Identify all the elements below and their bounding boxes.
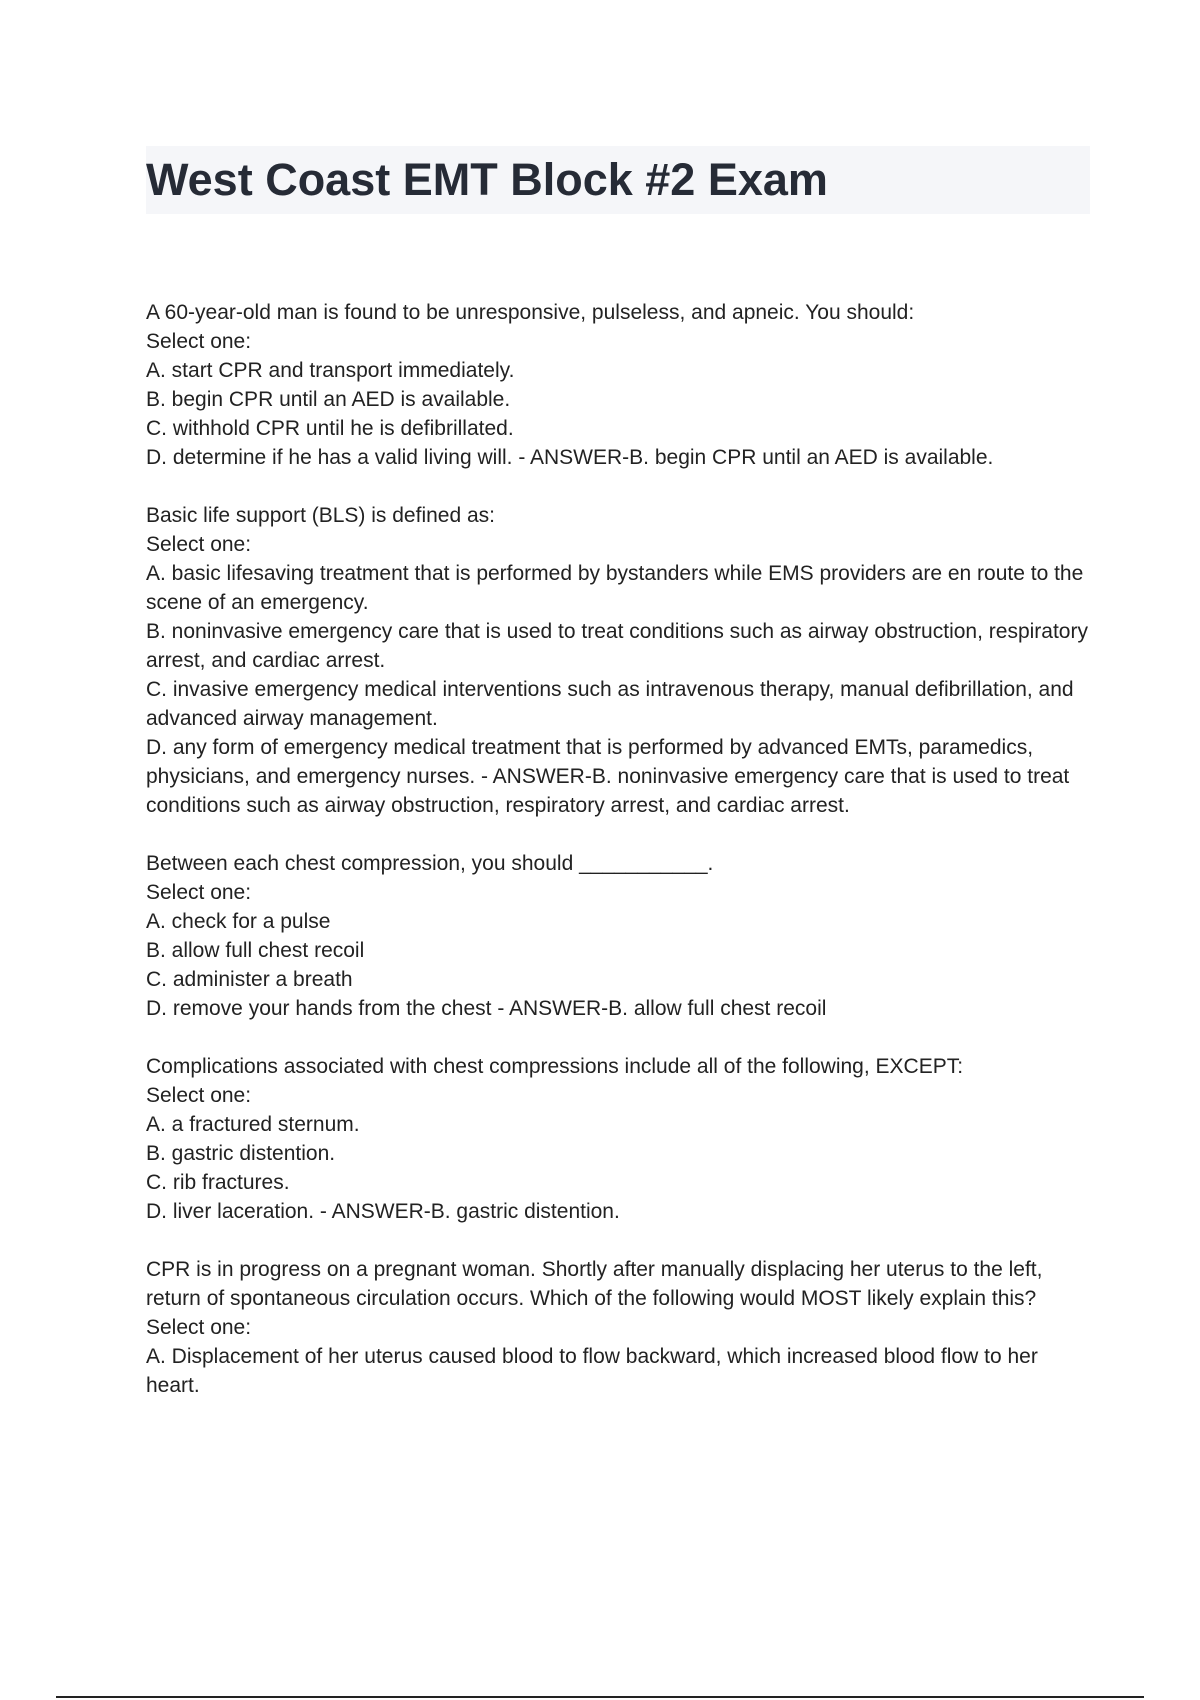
question-stem: Between each chest compression, you should ___________. [146,852,714,875]
option-d-with-answer: D. determine if he has a valid living will. - ANSWER-B. begin CPR until an AED is available. [146,446,994,469]
question-4 [146,1052,1096,1226]
option-b: B. begin CPR until an AED is available. [146,388,511,411]
option-a: A. check for a pulse [146,910,331,933]
option-c: C. invasive emergency medical interventions such as intravenous therapy, manual defibrillation, and advanced airway management. [146,678,1074,730]
select-one-label: Select one: [146,1316,252,1339]
question-stem: A 60-year-old man is found to be unresponsive, pulseless, and apneic. You should: [146,301,915,324]
option-a: A. Displacement of her uterus caused blood to flow backward, which increased blood flow to her heart. [146,1345,1038,1397]
select-one-label: Select one: [146,1084,252,1107]
select-one-label: Select one: [146,881,252,904]
option-c: C. rib fractures. [146,1171,290,1194]
document-body [146,298,1096,1429]
option-b: B. allow full chest recoil [146,939,365,962]
option-a: A. start CPR and transport immediately. [146,359,515,382]
option-d-with-answer: D. any form of emergency medical treatment that is performed by advanced EMTs, paramedics, physicians, and emergency nurses. - ANSWER-B. noninvasive emergency care that is used to treat conditions such as airway obstruction, respiratory arrest, and cardiac arrest. [146,736,1070,817]
option-c: C. administer a breath [146,968,353,991]
option-b: B. gastric distention. [146,1142,336,1165]
option-b: B. noninvasive emergency care that is used to treat conditions such as airway obstruction, respiratory arrest, and cardiac arrest. [146,620,1088,672]
question-3 [146,849,1096,1023]
select-one-label: Select one: [146,330,252,353]
footer-divider [56,1696,1144,1698]
question-2 [146,501,1096,820]
question-stem: CPR is in progress on a pregnant woman. Shortly after manually displacing her uterus to the left, return of spontaneous circulation occurs. Which of the following would MOST likely explain this? [146,1258,1043,1310]
document-title-banner [146,146,1090,214]
question-1 [146,298,1096,472]
question-stem: Complications associated with chest compressions include all of the following, EXCEPT: [146,1055,964,1078]
question-5 [146,1255,1096,1400]
option-a: A. basic lifesaving treatment that is performed by bystanders while EMS providers are en route to the scene of an emergency. [146,562,1084,614]
option-d-with-answer: D. liver laceration. - ANSWER-B. gastric distention. [146,1200,620,1223]
option-c: C. withhold CPR until he is defibrillated. [146,417,514,440]
option-a: A. a fractured sternum. [146,1113,360,1136]
document-title: West Coast EMT Block #2 Exam [146,154,828,205]
option-d-with-answer: D. remove your hands from the chest - ANSWER-B. allow full chest recoil [146,997,827,1020]
question-stem: Basic life support (BLS) is defined as: [146,504,496,527]
select-one-label: Select one: [146,533,252,556]
